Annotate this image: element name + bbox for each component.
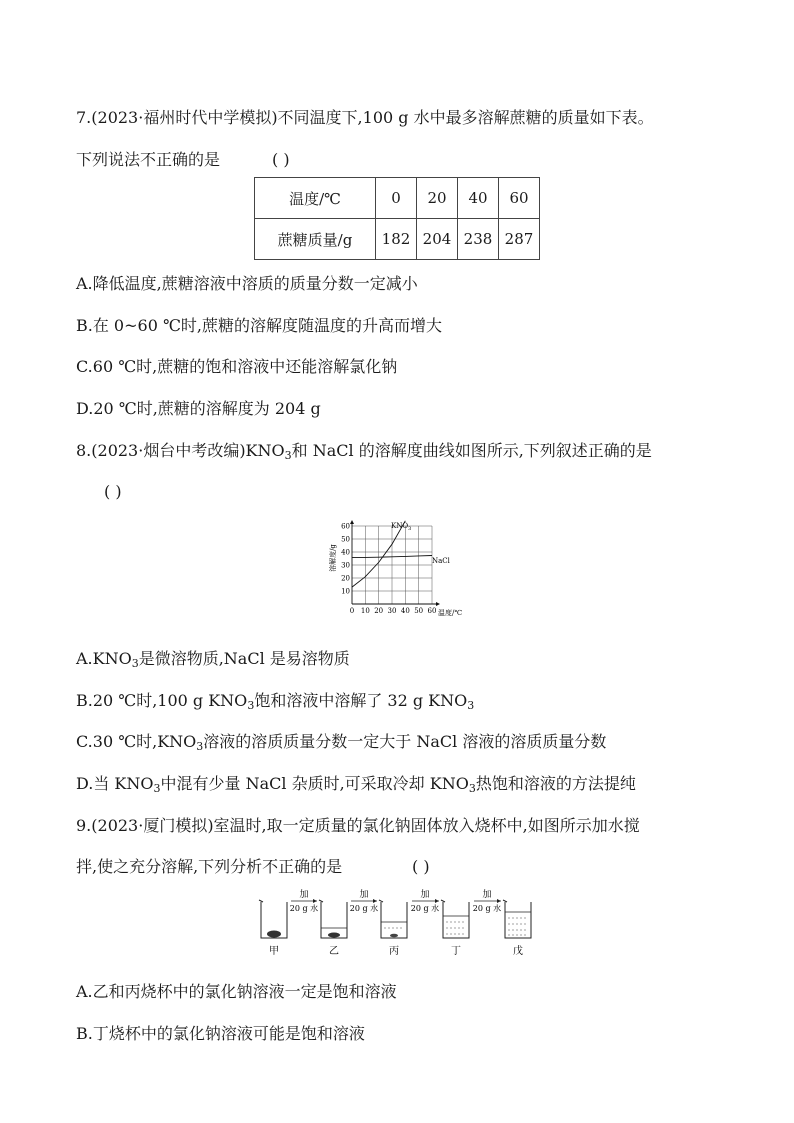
- arrow-add-water-3: [411, 888, 439, 913]
- beaker-jia: [259, 900, 287, 957]
- q7-option-d: D.20 ℃时,蔗糖的溶解度为 204 g: [76, 399, 321, 418]
- q7-option-a: A.降低温度,蔗糖溶液中溶质的质量分数一定减小: [76, 274, 418, 293]
- table-cell: 182: [376, 219, 417, 260]
- q8-option-d: D.当 $KNO_3$中混有少量 NaCl 杂质时,可采取冷却 $KNO_3$热饱和溶液的方法提纯: [76, 774, 636, 795]
- x-tick-label: 10: [360, 607, 370, 615]
- x-tick-label: 50: [414, 607, 424, 615]
- y-tick-label: 40: [341, 548, 350, 557]
- chart-x-ticks: [350, 607, 437, 615]
- q8-option-b: B.20 ℃时,100 g $KNO_3$饱和溶液中溶解了 32 g $KNO_3$: [76, 691, 475, 712]
- table-cell: 20: [417, 178, 458, 219]
- table-cell: 238: [458, 219, 499, 260]
- chart-y-ticks: [341, 523, 350, 596]
- beaker-bing: [379, 900, 407, 957]
- q7-solubility-table: [254, 177, 540, 260]
- chart-y-axis-label: 溶解度/g: [329, 544, 337, 572]
- table-cell: 60: [499, 178, 540, 219]
- table-header-temperature: 温度/℃: [255, 178, 376, 219]
- table-cell: 40: [458, 178, 499, 219]
- chart-axes: [350, 520, 440, 606]
- arrow-add-water-1: [290, 888, 318, 913]
- q9-option-a: A.乙和丙烧杯中的氯化钠溶液一定是饱和溶液: [76, 982, 397, 1001]
- svg-text:戊: 戊: [513, 946, 523, 957]
- svg-text:20 g 水: 20 g 水: [349, 904, 379, 913]
- table-row: [255, 178, 540, 219]
- svg-text:丁: 丁: [451, 946, 461, 957]
- arrow-add-water-4: [473, 888, 501, 913]
- y-tick-label: 20: [341, 574, 350, 583]
- q8-answer-paren: ( ): [104, 482, 122, 501]
- x-tick-label: 20: [374, 607, 384, 615]
- q7-stem-line2: 下列说法不正确的是: [76, 150, 221, 169]
- q8-option-c: C.30 ℃时$,KNO_3$溶液的溶质质量分数一定大于 NaCl 溶液的溶质质量分数: [76, 732, 607, 753]
- svg-text:甲: 甲: [269, 946, 279, 957]
- x-tick-label: 40: [400, 607, 410, 615]
- chart-grid: [352, 526, 432, 604]
- table-cell: 204: [417, 219, 458, 260]
- x-tick-label: 30: [387, 607, 397, 615]
- q9-answer-paren: ( ): [412, 857, 430, 876]
- svg-text:20 g 水: 20 g 水: [472, 904, 502, 913]
- table-cell: 0: [376, 178, 417, 219]
- x-tick-label: 0: [349, 607, 355, 615]
- q9-stem-line2: 拌,使之充分溶解,下列分析不正确的是: [76, 857, 343, 876]
- q8-stem: 8.(2023·烟台中考改编)$KNO_3$和 NaCl 的溶解度曲线如图所示,下列叙述正确的是: [76, 441, 652, 462]
- x-tick-label: 60: [427, 607, 437, 615]
- q7-stem-line1: 7.(2023·福州时代中学模拟)不同温度下,100 g 水中最多溶解蔗糖的质量如下表。: [76, 108, 654, 127]
- y-tick-label: 60: [341, 522, 350, 531]
- q9-beaker-figure: [255, 888, 545, 960]
- y-tick-label: 10: [341, 587, 350, 596]
- table-row: [255, 219, 540, 260]
- svg-text:加: 加: [482, 890, 492, 900]
- q9-stem-line1: 9.(2023·厦门模拟)室温时,取一定质量的氯化钠固体放入烧杯中,如图所示加水搅: [76, 816, 640, 835]
- x-axis-arrow: [436, 602, 440, 606]
- chart-label-nacl: NaCl: [432, 557, 450, 565]
- q9-option-b: B.丁烧杯中的氯化钠溶液可能是饱和溶液: [76, 1024, 365, 1043]
- q7-option-b: B.在 0~60 ℃时,蔗糖的溶解度随温度的升高而增大: [76, 316, 442, 335]
- svg-text:加: 加: [299, 890, 309, 900]
- beaker-ding: [441, 900, 469, 957]
- svg-text:加: 加: [420, 890, 430, 900]
- svg-text:乙: 乙: [329, 946, 339, 957]
- table-header-sugar-mass: 蔗糖质量/g: [255, 219, 376, 260]
- y-tick-label: 30: [341, 561, 350, 570]
- beaker-wu: [503, 900, 531, 957]
- arrow-add-water-2: [350, 888, 378, 913]
- svg-text:20 g 水: 20 g 水: [410, 904, 440, 913]
- y-tick-label: 50: [341, 535, 350, 544]
- svg-text:丙: 丙: [389, 946, 399, 957]
- chart-label-kno3: $KNO_3$: [391, 522, 412, 532]
- table-cell: 287: [499, 219, 540, 260]
- y-axis-arrow: [350, 520, 354, 524]
- q7-answer-paren: ( ): [272, 150, 290, 169]
- q7-option-c: C.60 ℃时,蔗糖的饱和溶液中还能溶解氯化钠: [76, 357, 398, 376]
- svg-text:20 g 水: 20 g 水: [289, 904, 319, 913]
- q8-solubility-chart: [322, 518, 482, 623]
- chart-x-axis-label: 温度/℃: [438, 609, 463, 617]
- beaker-yi: [319, 900, 347, 957]
- svg-text:加: 加: [359, 890, 369, 900]
- q8-option-a: $A.KNO_3$是微溶物质,NaCl 是易溶物质: [76, 649, 350, 670]
